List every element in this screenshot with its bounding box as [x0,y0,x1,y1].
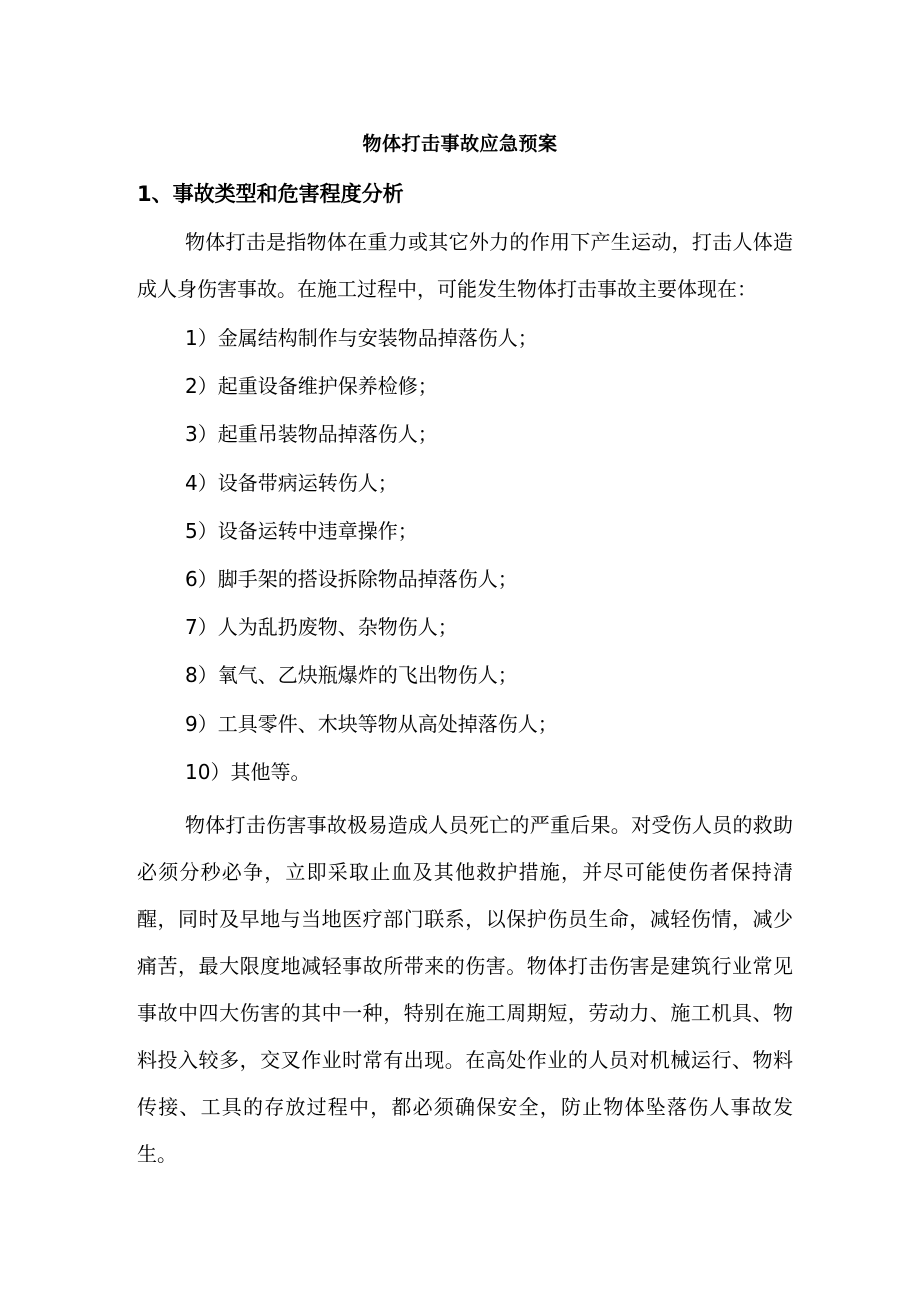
document-title: 物体打击事故应急预案 [362,133,558,155]
hazard-list [185,314,558,796]
list-item: 5）设备运转中违章操作； [185,518,418,543]
list-item: 7）人为乱扔废物、杂物伤人； [185,615,458,640]
intro-paragraph: 物体打击是指物体在重力或其它外力的作用下产生运动，打击人体造成人身伤害事故。在施工过程中，可能发生物体打击事故主要体现在： [137,230,793,301]
section-heading: 1、事故类型和危害程度分析 [137,182,404,206]
list-item: 9）工具零件、木块等物从高处掉落伤人； [185,711,558,736]
closing-paragraph: 物体打击伤害事故极易造成人员死亡的严重后果。对受伤人员的救助必须分秒必争，立即采取止血及其他救护措施，并尽可能使伤者保持清醒，同时及早地与当地医疗部门联系，以保护伤员生命，减轻伤情，减少痛苦，最大限度地减轻事故所带来的伤害。物体打击伤害是建筑行业常见事故中四大伤害的其中一种，特别在施工周期短，劳动力、施工机具、物料投入较多，交叉作业时常有出现。在高处作业的人员对机械运行、物料传接、工具的存放过程中，都必须确保安全，防止物体坠落伤人事故发生。 [137,813,793,1166]
list-item: 1）金属结构制作与安装物品掉落伤人； [185,326,538,350]
list-item: 8）氧气、乙炔瓶爆炸的飞出物伤人； [185,663,518,688]
list-item: 10）其他等。 [185,759,311,784]
list-item: 2）起重设备维护保养检修； [185,374,438,399]
list-item: 4）设备带病运转伤人； [185,470,398,495]
list-item: 6）脚手架的搭设拆除物品掉落伤人； [185,566,518,591]
list-item: 3）起重吊装物品掉落伤人； [185,422,438,447]
